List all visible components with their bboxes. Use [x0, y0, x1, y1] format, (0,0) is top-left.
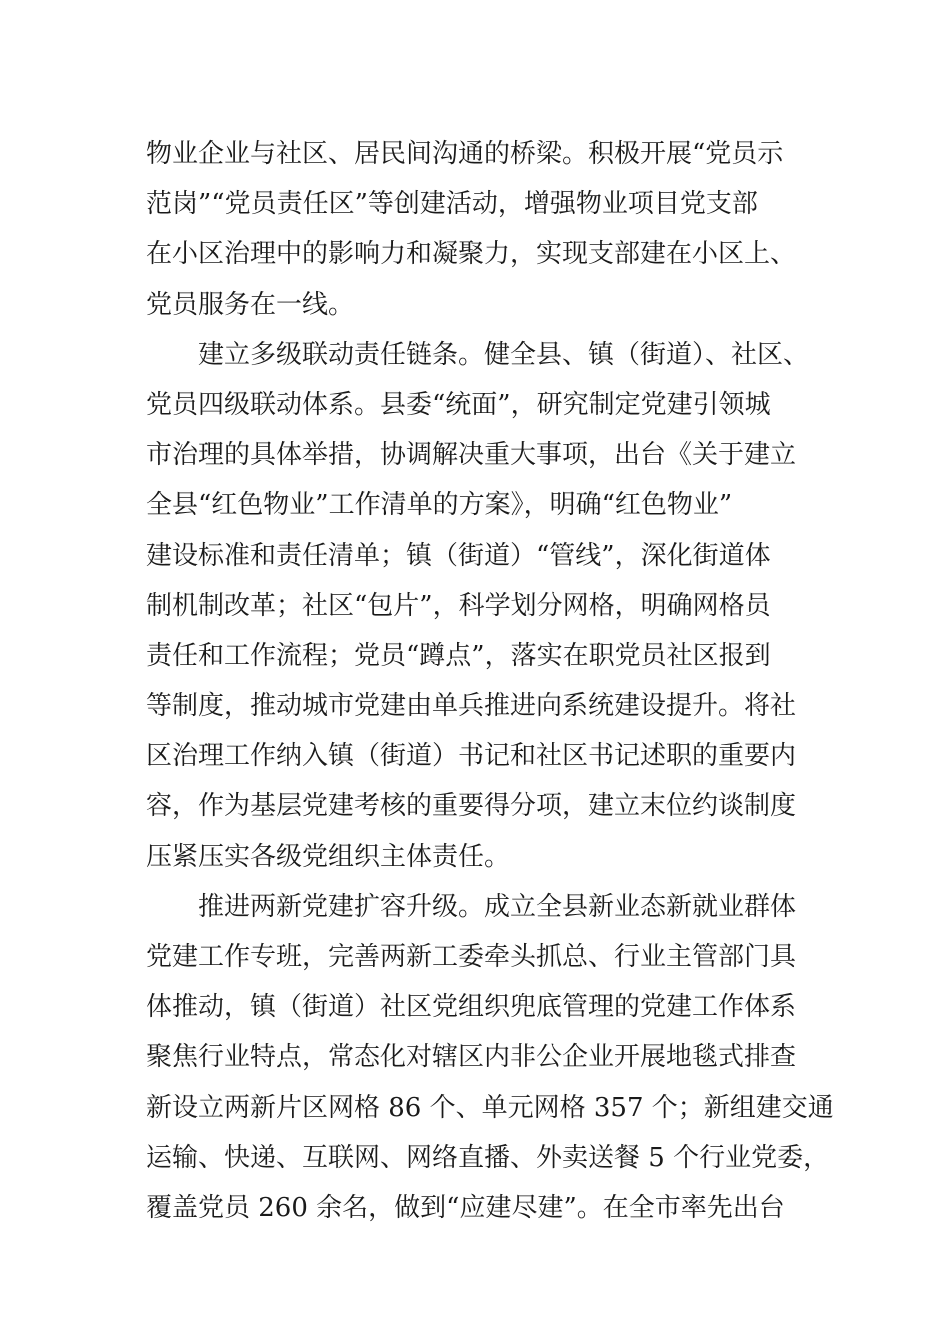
text-line: 区治理工作纳入镇（街道）书记和社区书记述职的重要内 — [146, 741, 797, 772]
text-line: 范岗”“党员责任区”等创建活动，增强物业项目党支部 — [146, 189, 758, 220]
text-line: 覆盖党员 260 余名，做到“应建尽建”。在全市率先出台 — [146, 1192, 785, 1223]
paragraph-first-line: 建立多级联动责任链条。健全县、镇（街道）、社区、 — [198, 339, 810, 370]
text-line: 建设标准和责任清单；镇（街道）“管线”，深化街道体 — [146, 540, 771, 571]
text-line: 党员四级联动体系。县委“统面”，研究制定党建引领城 — [146, 389, 771, 420]
paragraph-first-line: 推进两新党建扩容升级。成立全县新业态新就业群体 — [198, 891, 797, 922]
text-line: 党建工作专班，完善两新工委牵头抓总、行业主管部门具 — [146, 942, 797, 972]
text-line: 聚焦行业特点，常态化对辖区内非公企业开展地毯式排查 — [146, 1042, 797, 1073]
text-line: 等制度，推动城市党建由单兵推进向系统建设提升。将社 — [146, 691, 797, 722]
text-line: 全县“红色物业”工作清单的方案》，明确“红色物业” — [146, 490, 733, 521]
text-line: 压紧压实各级党组织主体责任。 — [146, 841, 511, 872]
text-line: 市治理的具体举措，协调解决重大事项，出台《关于建立 — [146, 440, 797, 471]
document-body — [146, 129, 846, 1233]
text-line: 容，作为基层党建考核的重要得分项，建立末位约谈制度 — [146, 791, 797, 822]
text-line: 党员服务在一线。 — [146, 289, 355, 320]
text-line: 运输、快递、互联网、网络直播、外卖送餐 5 个行业党委， — [146, 1142, 830, 1173]
text-line: 体推动，镇（街道）社区党组织兜底管理的党建工作体系 — [146, 992, 797, 1023]
text-line: 物业企业与社区、居民间沟通的桥梁。积极开展“党员示 — [146, 139, 784, 169]
text-line: 在小区治理中的影响力和凝聚力，实现支部建在小区上、 — [146, 239, 797, 270]
text-line: 新设立两新片区网格 86 个、单元网格 357 个；新组建交通 — [146, 1092, 834, 1123]
text-line: 制机制改革；社区“包片”，科学划分网格，明确网格员 — [146, 590, 771, 621]
text-line: 责任和工作流程；党员“蹲点”，落实在职党员社区报到 — [146, 640, 771, 671]
